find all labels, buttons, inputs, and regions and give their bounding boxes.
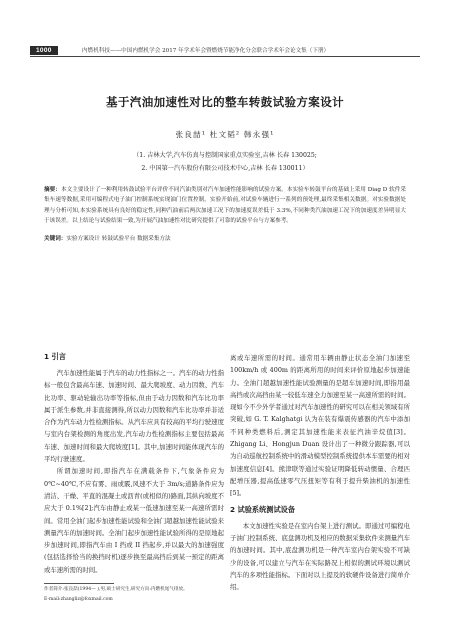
running-title: 内燃机科技——中国内燃机学会 2017 年学术年会暨燃烧节能净化分会联合学术年会论文集（下册） xyxy=(82,48,330,54)
abstract-label: 摘要： xyxy=(44,187,61,193)
affiliation-1: （1. 吉林大学,汽车仿真与控制国家重点实验室,吉林 长春 130025; xyxy=(133,152,317,159)
paragraph: 本文加速性实验是在室内台架上进行测试。即通过可编程电子油门控制系统、底盘测功机及相应的数据采集软件来测量汽车的加速时间。其中,底盘测功机是一种汽车室内台架实验不可缺少的设备,可以建立与汽车在实际路况上相似的测试环境以测试汽车的多项性能指标。下面对以上提及的软硬件设备进行简单介绍。 xyxy=(230,521,410,592)
abstract-text: 本文主要设计了一种利用转鼓试验平台评价不同汽油类别对汽车加速性能影响的试验方案。本实验车转鼓平台的基础上采用 Diag D 软件采集车速等数据,采用可编程式电子油门控制系统实现油门位置控制。实验开始前,对试验车辆进行一系列的预处理,最终采集相关数据。对实验数据处理与分析可知,本实验系统具有良好的稳定性,同种汽油前后两次加速工况下的加速度误差低于 3.3%,不同种类汽油加速工况下的加速度差异明显大于该误差。以上结论与试验结果一致,为开展汽油加速性对比研究提供了可靠的试验平台与方案参考。 xyxy=(44,187,406,225)
left-column xyxy=(44,367,224,576)
footnote-rule xyxy=(44,583,114,584)
paragraph: 所谓加速时间,即指汽车在满载条件下,气象条件应为 0℃~40℃,不应有雾、雨或霰,风速不大于 3m/s;道路条件应为清洁、干燥、平直的混凝土或沥青(或相似的)路面,其纵向坡度不应大于 0.1%[2];汽车由静止或某一低速加速至某一高速所需时间。常用全油门起步加速性能试验和全油门超越加速性能试验来测量汽车的加速时间。全油门起步加速性能试验所得的是原地起步加速时间,即指汽车由 I 挡或 II 挡起步,并以最大的加速强度(包括选择恰当的换挡时机)逐步换至最高挡后到某一预定的距离或车速所需的时间。 xyxy=(44,467,224,574)
author-list: 张良喆¹ 杜文韬² 韩永强¹ xyxy=(175,130,275,139)
page-header xyxy=(0,0,450,58)
keywords-label: 关键词： xyxy=(44,236,67,242)
footnote-author-info: 作者简介:张良喆(1994— ),男,硕士研究生,研究方向:内燃机尾气排放。 xyxy=(44,587,188,592)
keywords-text: 实验方案设计 转鼓试验平台 数据采集方法 xyxy=(66,236,171,242)
keywords xyxy=(44,234,406,242)
section-heading-introduction: 1 引言 xyxy=(44,352,66,361)
header-rule xyxy=(30,56,420,57)
paragraph: 汽车加速性能属于汽车的动力性指标之一。汽车的动力性指标一般包含最高车速、加速时间、最大爬坡度、动力因数、汽车比功率、驱动轮输出功率等指标,但由于动力因数和汽车比功率属于派生参数,并非直接测得,所以动力因数和汽车比功率并非适合作为汽车动力性检测指标。从汽车应具有较高的平均行驶速度与室内台架检测的角度出发,汽车动力性检测指标主要包括最高车速、加速时间和最大爬坡度[1]。其中,加速时间能体现汽车的平均行驶速度。 xyxy=(44,369,224,464)
footnote-email: E-mail:zhangliz@foxmail.com xyxy=(44,597,113,602)
page-number: 1000 xyxy=(30,46,58,55)
affiliation-2: 2. 中国第一汽车股份有限公司技术中心,吉林 长春 130011） xyxy=(141,165,309,172)
abstract xyxy=(44,185,406,227)
right-column xyxy=(230,352,410,594)
section-heading-test-equipment: 2 试验系统测试设备 xyxy=(230,504,296,514)
paragraph: 离或车速所需的时间。通常用车辆由静止状态全油门加速至 100km/h 或 400m 的距离所用的时间来评价原地起步加速能力。全油门超越加速性能试验测量的是超车加速时间,即指用最高挡或次高挡由某一较低车速全力加速至某一高速所需的时间。现如今不少外学者通过对汽车加速性的研究可以在相关领域有所突破,如 G. T. Kalghatgi 认为在装有爆震传感器的汽车中添加不同种类燃料后,测定其加速性能来表征汽油辛烷值[3]。Zhigang Li、Hongjun Duan 设计出了一种微分跟踪器,可以为自动巡航控制系统中的滑动模型控制系统提供本车需要的相对加速度信息[4]。熊津联等通过实验证明降低转动惯量、合理匹配增压器,提高低速零气压扭矩等有利于提升柴油机的加速性[5]。 xyxy=(230,354,410,498)
paper-title: 基于汽油加速性对比的整车转鼓试验方案设计 xyxy=(106,95,344,109)
